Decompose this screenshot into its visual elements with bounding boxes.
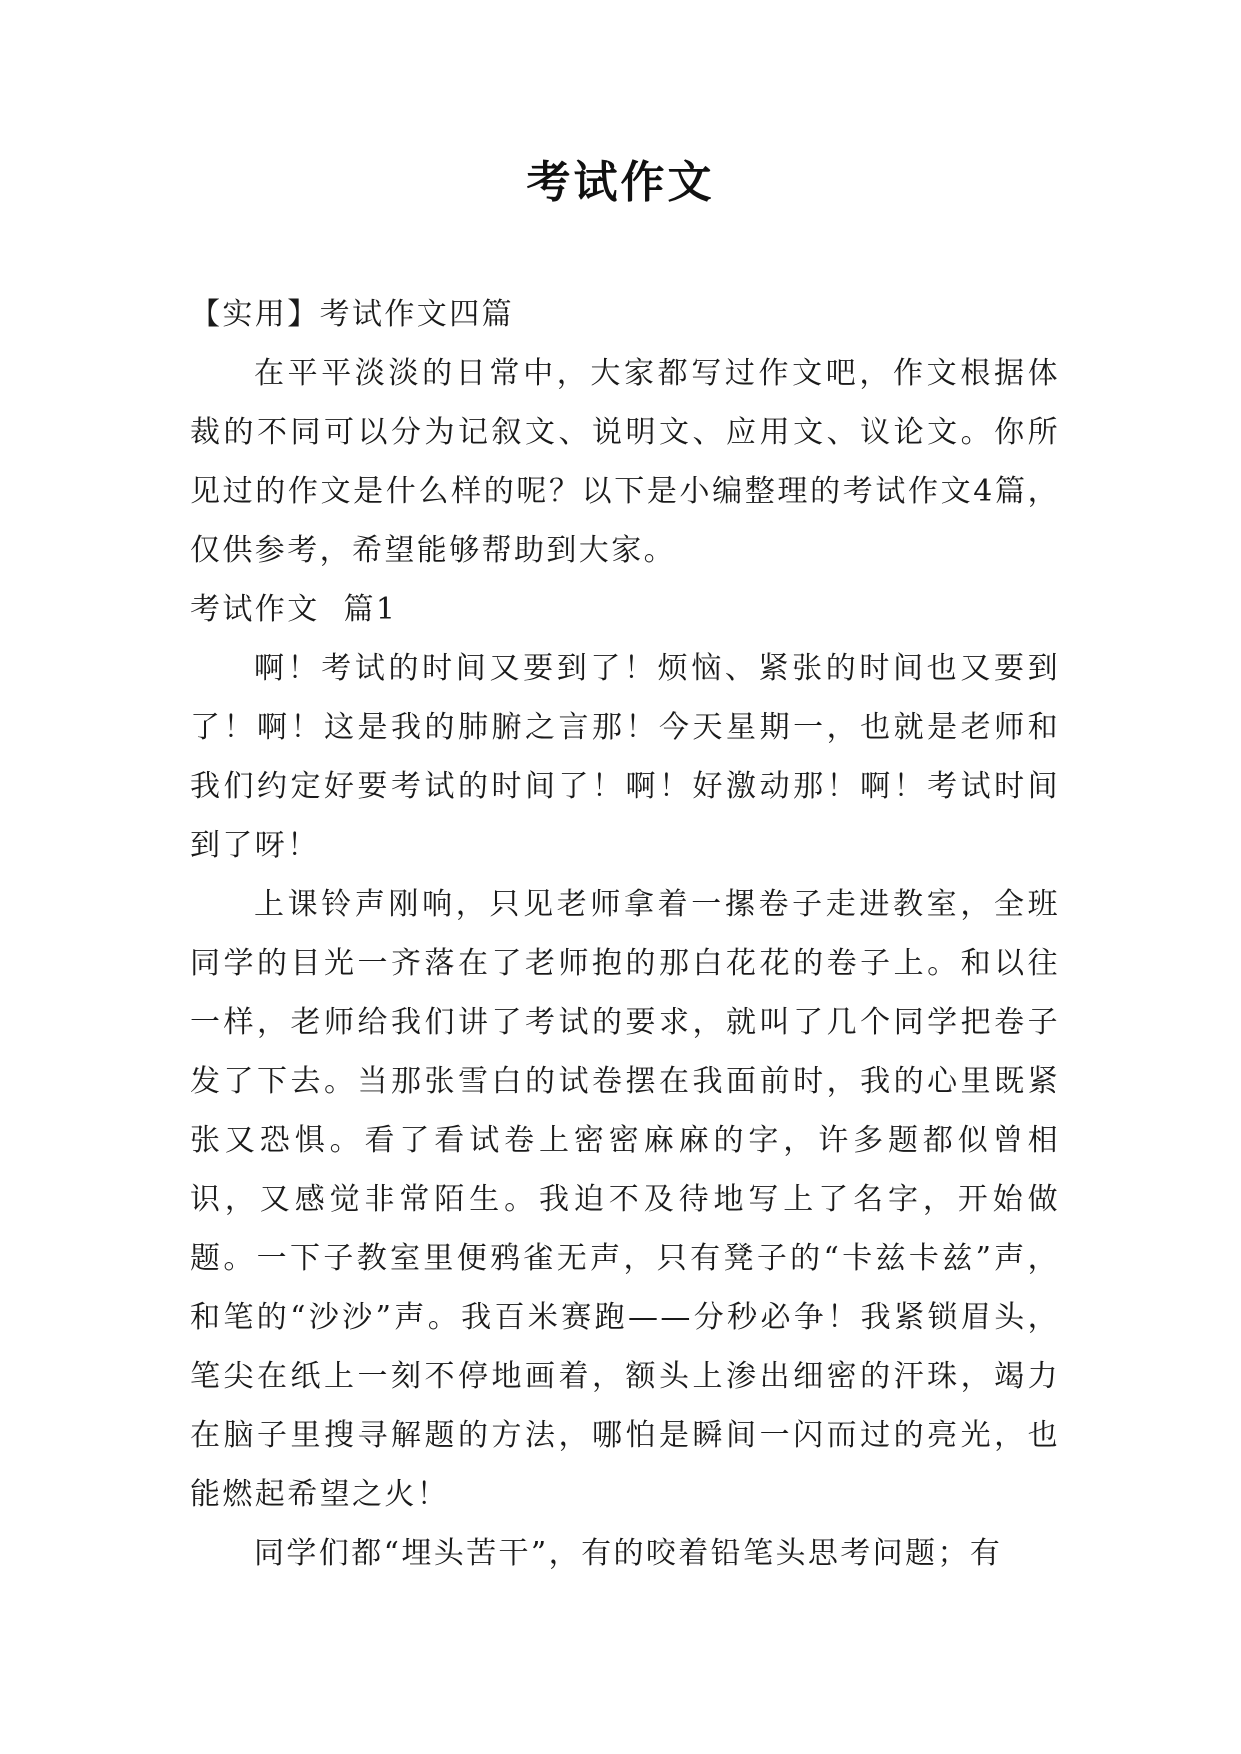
- body-paragraph: 同学们都“埋头苦干”，有的咬着铅笔头思考问题；有: [254, 1536, 1003, 1571]
- body-paragraph: 上课铃声刚响，只见老师拿着一摞卷子走进教室，全班同学的目光一齐落在了老师抱的那白花花的卷子上。和以往一样，老师给我们讲了考试的要求，就叫了几个同学把卷子发了下去。当那张雪白的试卷摆在我面前时，我的心里既紧张又恐惧。看了看试卷上密密麻麻的字，许多题都似曾相识，又感觉非常陌生。我迫不及待地写上了名字，开始做题。一下子教室里便鸦雀无声，只有凳子的“卡兹卡兹”声，和笔的“沙沙”声。我百米赛跑——分秒必争！我紧锁眉头，笔尖在纸上一刻不停地画着，额头上渗出细密的汗珠，竭力在脑子里搜寻解题的方法，哪怕是瞬间一闪而过的亮光，也能燃起希望之火！: [190, 887, 1060, 1512]
- body-paragraph: 啊！考试的时间又要到了！烦恼、紧张的时间也又要到了！啊！这是我的肺腑之言那！今天星期一，也就是老师和我们约定好要考试的时间了！啊！好激动那！啊！考试时间到了呀！: [190, 651, 1060, 863]
- section-heading: 考试作文 篇1: [190, 592, 398, 627]
- document-body: [190, 285, 1060, 1583]
- intro-paragraph: 在平平淡淡的日常中，大家都写过作文吧，作文根据体裁的不同可以分为记叙文、说明文、应用文、议论文。你所见过的作文是什么样的呢？以下是小编整理的考试作文4篇，仅供参考，希望能够帮助到大家。: [190, 356, 1060, 568]
- document-subtitle: 【实用】考试作文四篇: [190, 297, 514, 332]
- document-title: 考试作文: [526, 157, 715, 208]
